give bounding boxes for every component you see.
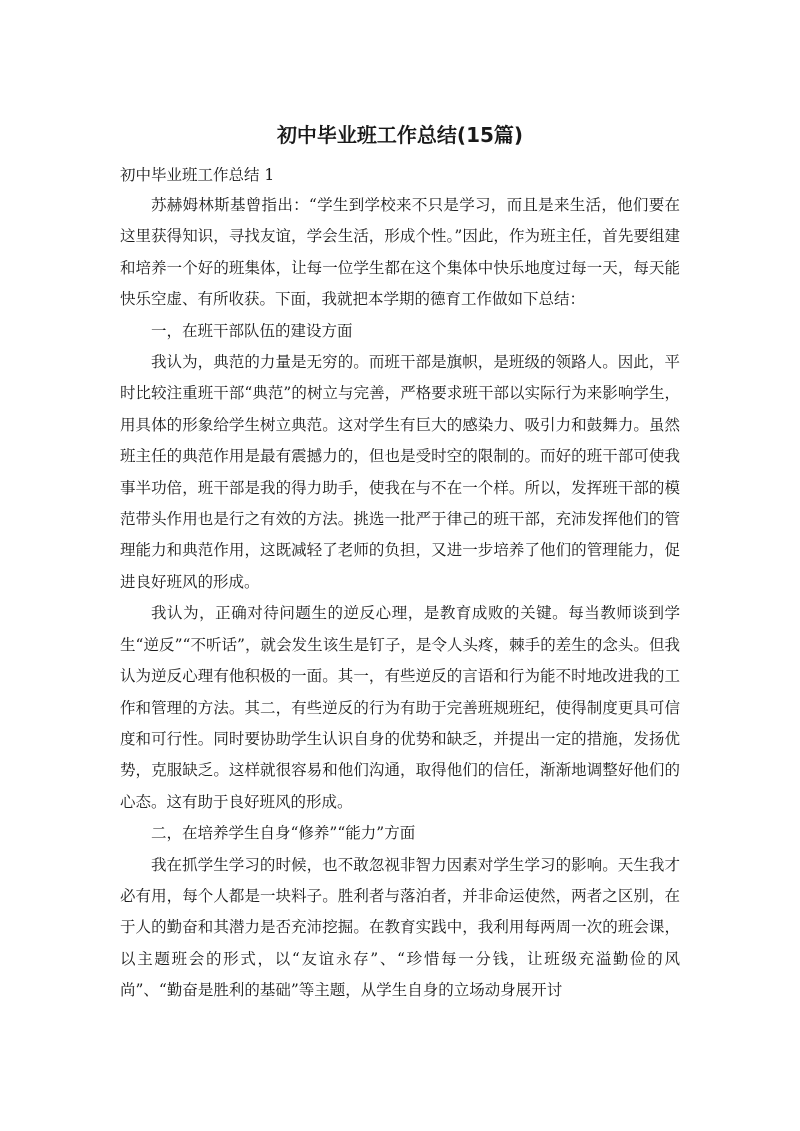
paragraph-intro: 苏赫姆林斯基曾指出：“学生到学校来不只是学习，而且是来生活，他们要在这里获得知识，寻找友谊，学会生活，形成个性。”因此，作为班主任，首先要组建和培养一个好的班集体，让每一位学生都在这个集体中快乐地度过每一天，每天能快乐空虚、有所收获。下面，我就把本学期的德育工作做如下总结：	[120, 196, 680, 309]
paragraph-rebellious-students: 我认为，正确对待问题生的逆反心理，是教育成败的关键。每当教师谈到学生“逆反”“不听话”，就会发生该生是钉子，是令人头疼，棘手的差生的念头。但我认为逆反心理有他积极的一面。其一，有些逆反的言语和行为能不时地改进我的工作和管理的方法。其二，有些逆反的行为有助于完善班规班纪，使得制度更具可信度和可行性。同时要协助学生认识自身的优势和缺乏，并提出一定的措施，发扬优势，克服缺乏。这样就很容易和他们沟通，取得他们的信任，渐渐地调整好他们的心态。这有助于良好班风的形成。	[120, 604, 680, 811]
section-subtitle: 初中毕业班工作总结 1	[120, 166, 275, 184]
section-heading-1: 一，在班干部队伍的建设方面	[151, 321, 353, 340]
paragraph-class-leaders: 我认为，典范的力量是无穷的。而班干部是旗帜，是班级的领路人。因此，平时比较注重班干部“典范”的树立与完善，严格要求班干部以实际行为来影响学生，用具体的形象给学生树立典范。这对学生有巨大的感染力、吸引力和鼓舞力。虽然班主任的典范作用是最有震撼力的，但也是受时空的限制的。而好的班干部可使我事半功倍，班干部是我的得力助手，使我在与不在一个样。所以，发挥班干部的模范带头作用也是行之有效的方法。挑选一批严于律己的班干部，充沛发挥他们的管理能力和典范作用，这既减轻了老师的负担，又进一步培养了他们的管理能力，促进良好班风的形成。	[120, 353, 680, 591]
document-title: 初中毕业班工作总结(15篇)	[276, 123, 524, 147]
section-heading-2: 二，在培养学生自身“修养”“能力”方面	[151, 824, 416, 843]
document-body	[120, 160, 680, 1007]
paragraph-non-intellectual-factors: 我在抓学生学习的时候，也不敢忽视非智力因素对学生学习的影响。天生我才必有用，每个人都是一块料子。胜利者与落泊者，并非命运使然，两者之区别，在于人的勤奋和其潜力是否充沛挖掘。在教育实践中，我利用每两周一次的班会课，以主题班会的形式，以“友谊永存”、“珍惜每一分钱，让班级充溢勤俭的风尚”、“勤奋是胜利的基础”等主题，从学生自身的立场动身展开讨	[120, 855, 680, 1000]
